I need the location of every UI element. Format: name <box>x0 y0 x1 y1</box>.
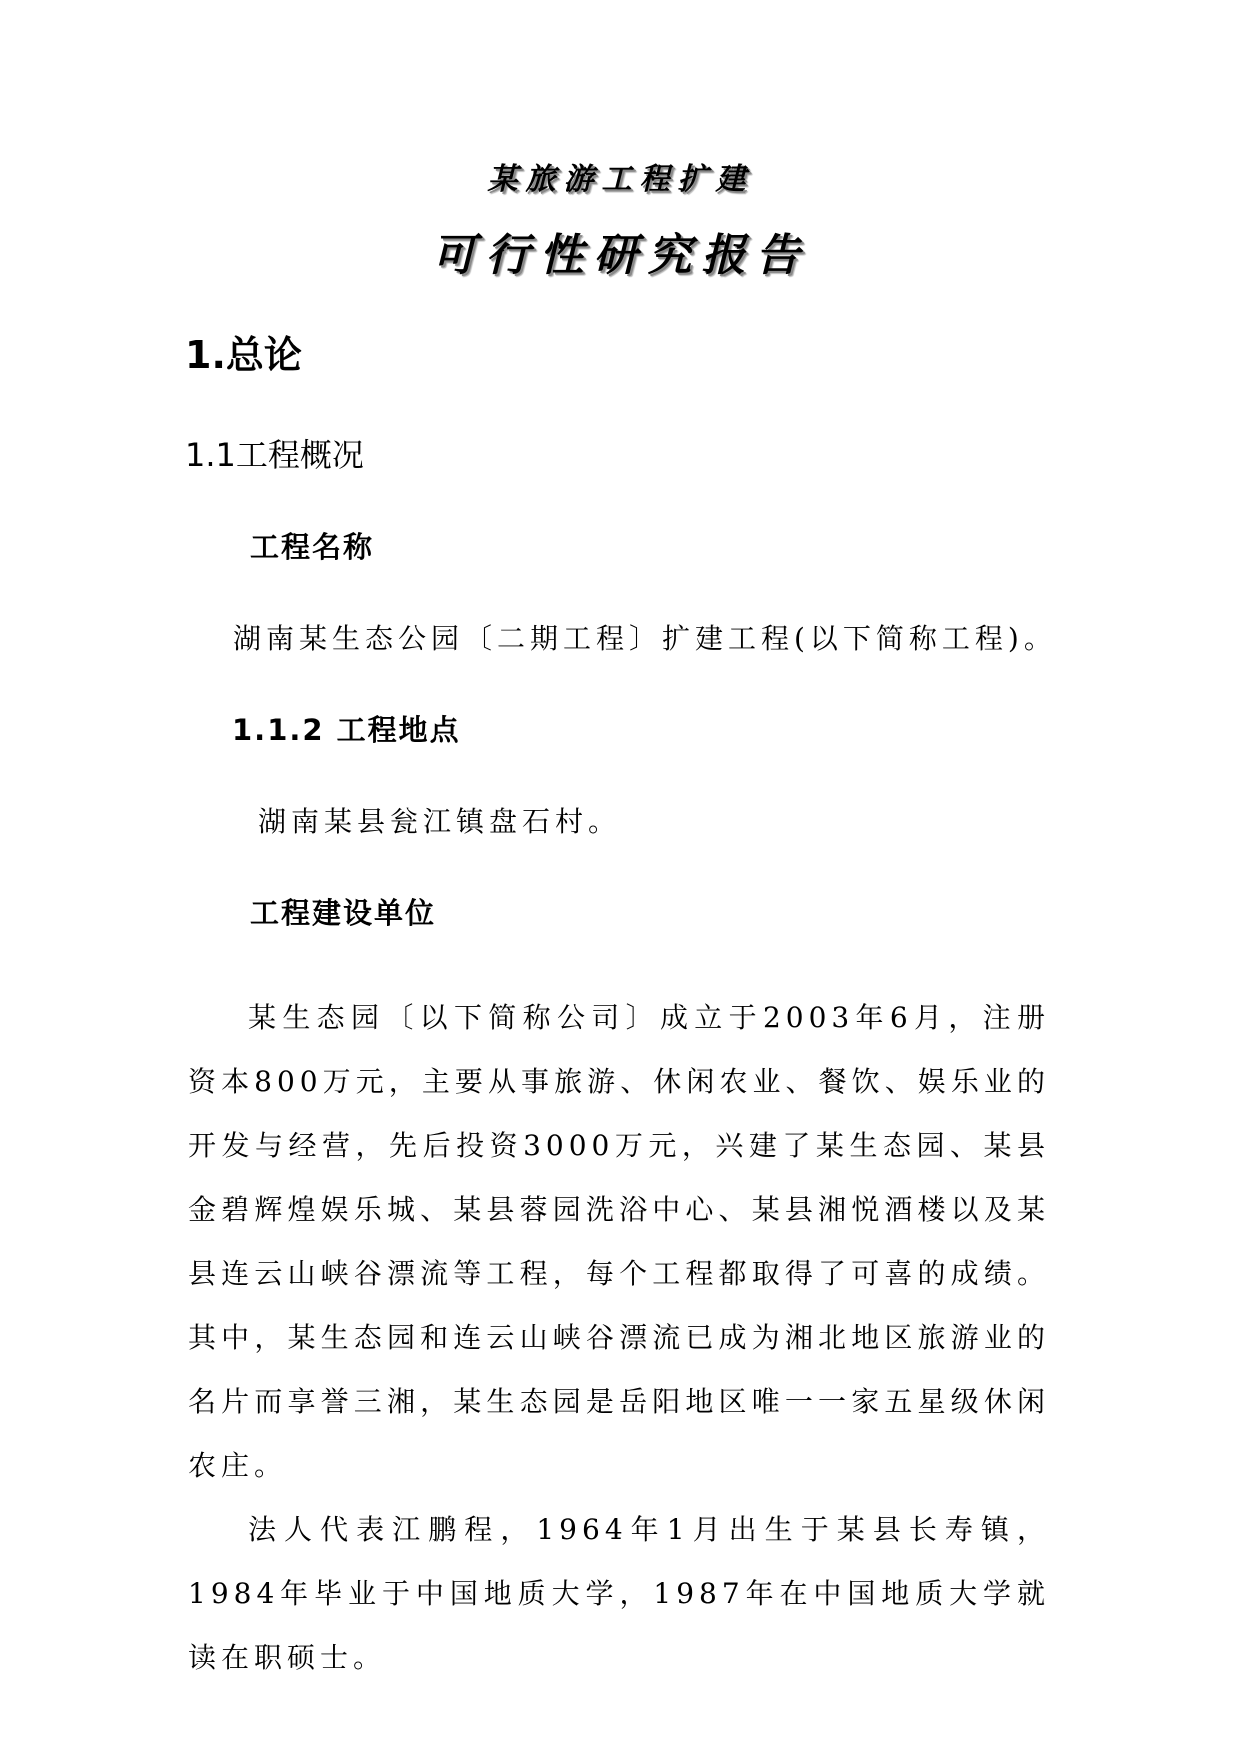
project-name-heading: 工程名称 <box>250 530 375 564</box>
document-subtitle: 某旅游工程扩建 <box>487 162 754 197</box>
project-location-heading: 1.1.2 工程地点 <box>232 713 461 747</box>
construction-unit-heading: 工程建设单位 <box>250 896 437 930</box>
project-location-text: 湖南某县瓮江镇盘石村。 <box>258 805 622 838</box>
legal-representative-paragraph: 法人代表江鹏程，1964年1月出生于某县长寿镇，1984年毕业于中国地质大学，1987年在中国地质大学就读在职硕士。 <box>188 1513 1050 1674</box>
company-intro-paragraph: 某生态园〔以下简称公司〕成立于2003年6月，注册资本800万元，主要从事旅游、休闲农业、餐饮、娱乐业的开发与经营，先后投资3000万元，兴建了某生态园、某县金碧辉煌娱乐城、某县蓉园洗浴中心、某县湘悦酒楼以及某县连云山峡谷漂流等工程，每个工程都取得了可喜的成绩。其中，某生态园和连云山峡谷漂流已成为湘北地区旅游业的名片而享誉三湘，某生态园是岳阳地区唯一一家五星级休闲农庄。 <box>188 1001 1050 1482</box>
section-1-heading: 1.总论 <box>185 333 302 377</box>
document-title: 可行性研究报告 <box>431 230 810 281</box>
section-1-1-heading: 1.1工程概况 <box>185 436 364 474</box>
project-name-text: 湖南某生态公园〔二期工程〕扩建工程(以下简称工程)。 <box>233 622 1057 655</box>
construction-unit-body <box>188 986 1050 1690</box>
